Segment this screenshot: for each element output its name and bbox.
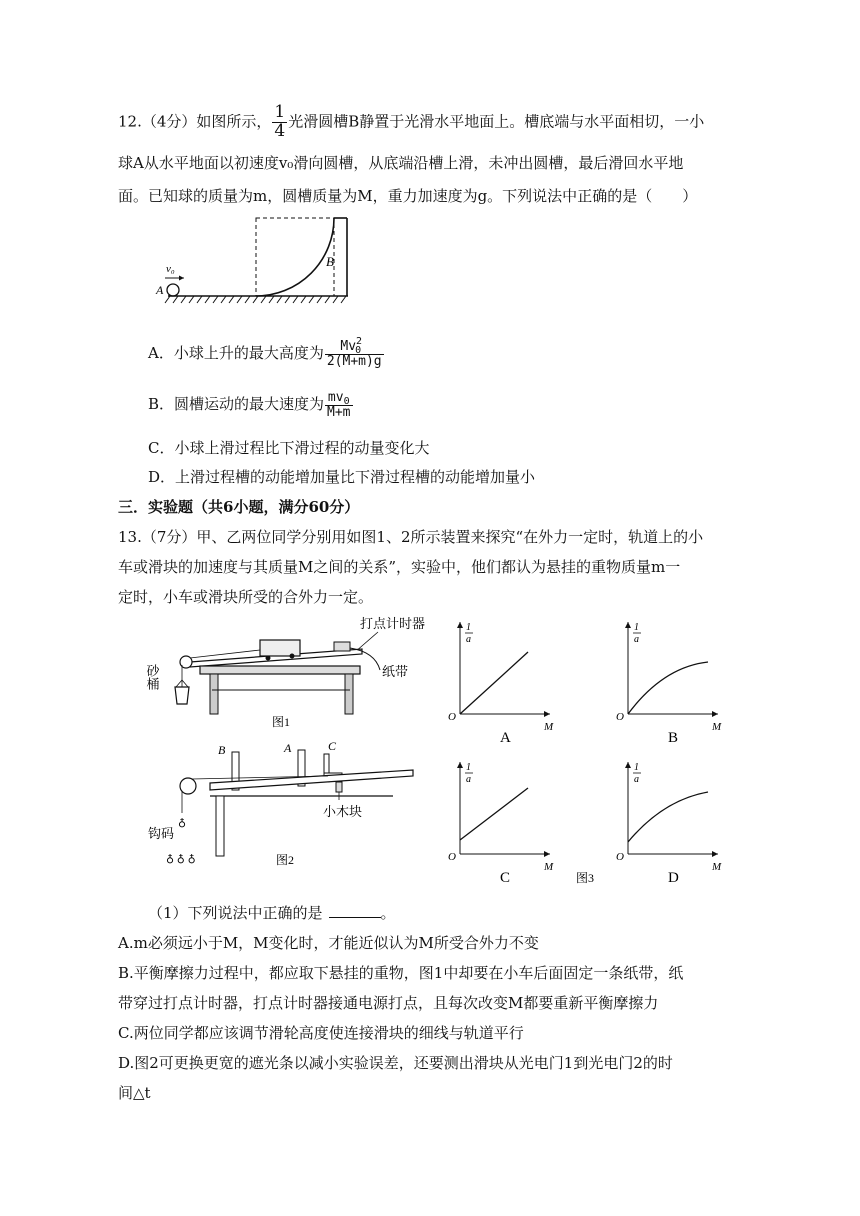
q12-option-a: A．小球上升的最大高度为 $\frac{Mv^2_0}{2(M+m)g}$ — [148, 336, 382, 369]
q13-option-a: A.m必须远小于M，M变化时，才能近似认为M所受合外力不变 — [118, 934, 539, 952]
label-tape: 纸带 — [382, 664, 409, 679]
fig3-caption: 图3 — [576, 871, 595, 885]
label-b: B — [326, 254, 334, 269]
option-b-fraction: $\frac{mv_0}{M+m}$ — [327, 390, 351, 420]
svg-text:M: M — [544, 861, 554, 873]
graph-c — [448, 762, 554, 886]
trough-b — [256, 218, 334, 296]
q12-line2: 球A从水平地面以初速度v₀滑向圆槽，从底端沿槽上滑，未冲出圆槽，最后滑回水平地 — [118, 154, 684, 172]
answer-blank[interactable] — [329, 903, 381, 918]
label-gate-b: B — [218, 743, 226, 757]
q12-option-c: C．小球上滑过程比下滑过程的动量变化大 — [148, 439, 430, 457]
q13-option-b-line2: 带穿过打点计时器，打点计时器接通电源打点，且每次改变M都要重新平衡摩擦力 — [118, 994, 659, 1012]
svg-text:a: a — [634, 634, 639, 645]
svg-text:M: M — [712, 721, 722, 733]
q13-option-d-line1: D.图2可更换更宽的遮光条以减小实验误差，还要测出滑块从光电门1到光电门2的时 — [118, 1054, 673, 1072]
svg-text:a: a — [634, 774, 639, 785]
figure-2-apparatus — [148, 738, 433, 873]
q12-tail: 光滑圆槽B静置于光滑水平地面上。槽底端与水平面相切，一小 — [288, 112, 705, 131]
label-a: A — [156, 283, 164, 297]
graph-a-label: A — [500, 730, 511, 746]
svg-text:O: O — [616, 851, 624, 863]
q12-head: 12.（4分）如图所示， — [118, 112, 272, 131]
svg-text:M: M — [712, 861, 722, 873]
label-v0: v₀ — [166, 263, 175, 275]
q12-figure — [148, 210, 368, 310]
graph-b — [616, 622, 722, 746]
graph-c-label: C — [500, 870, 511, 886]
q13-option-d-line2: 间△t — [118, 1084, 151, 1102]
figure-3-graphs — [440, 612, 740, 887]
q12-option-b: B．圆槽运动的最大速度为 $\frac{mv_0}{M+m}$ — [148, 390, 351, 420]
label-gate-a: A — [284, 741, 292, 755]
q13-option-c: C.两位同学都应该调节滑轮高度使连接滑块的细线与轨道平行 — [118, 1024, 524, 1042]
label-bucket: 砂桶 — [144, 664, 160, 690]
label-weights: 钩码 — [148, 826, 175, 841]
section-3-title: 三．实验题（共6小题，满分60分） — [118, 498, 360, 516]
figure-1-apparatus — [144, 612, 426, 732]
label-block: 小木块 — [323, 804, 363, 819]
svg-text:O: O — [448, 711, 456, 723]
q12-line3: 面。已知球的质量为m，圆槽质量为M，重力加速度为g。下列说法中正确的是（ ） — [118, 187, 698, 205]
cart — [260, 640, 300, 656]
timer — [334, 642, 350, 651]
svg-text:♁: ♁ — [178, 817, 187, 829]
fig2-caption: 图2 — [276, 853, 295, 867]
svg-text:a: a — [466, 634, 471, 645]
q13-line3: 定时，小车或滑块所受的合外力一定。 — [118, 588, 374, 606]
svg-text:1: 1 — [466, 622, 471, 633]
svg-text:1: 1 — [466, 762, 471, 773]
q13-line2: 车或滑块的加速度与其质量M之间的关系”，实验中，他们都认为悬挂的重物质量m一 — [118, 558, 681, 576]
graph-b-label: B — [668, 730, 679, 746]
sand-bucket — [175, 687, 189, 704]
svg-text:a: a — [466, 774, 471, 785]
svg-text:O: O — [616, 711, 624, 723]
q12-line1 — [118, 104, 704, 141]
fig1-caption: 图1 — [272, 715, 291, 729]
graph-d-label: D — [668, 870, 679, 886]
q13-option-b-line1: B.平衡摩擦力过程中，都应取下悬挂的重物，图1中却要在小车后面固定一条纸带，纸 — [118, 964, 684, 982]
q13-sub1: （1）下列说法中正确的是 。 — [148, 904, 396, 922]
svg-text:M: M — [544, 721, 554, 733]
svg-text:O: O — [448, 851, 456, 863]
quarter-fraction: $\frac{1}{4}$ — [274, 102, 286, 141]
label-timer: 打点计时器 — [360, 616, 426, 631]
graph-d — [616, 762, 722, 886]
graph-a — [448, 622, 554, 746]
label-slider-c: C — [328, 739, 337, 753]
q13-line1: 13.（7分）甲、乙两位同学分别用如图1、2所示装置来探究“在外力一定时，轨道上的小 — [118, 528, 704, 546]
q12-option-d: D．上滑过程槽的动能增加量比下滑过程槽的动能增加量小 — [148, 468, 536, 486]
option-a-fraction: $\frac{Mv^2_0}{2(M+m)g}$ — [326, 336, 382, 369]
svg-text:1: 1 — [634, 622, 639, 633]
svg-text:1: 1 — [634, 762, 639, 773]
ball-a — [167, 284, 179, 296]
svg-text:♁ ♁ ♁: ♁ ♁ ♁ — [166, 853, 196, 865]
